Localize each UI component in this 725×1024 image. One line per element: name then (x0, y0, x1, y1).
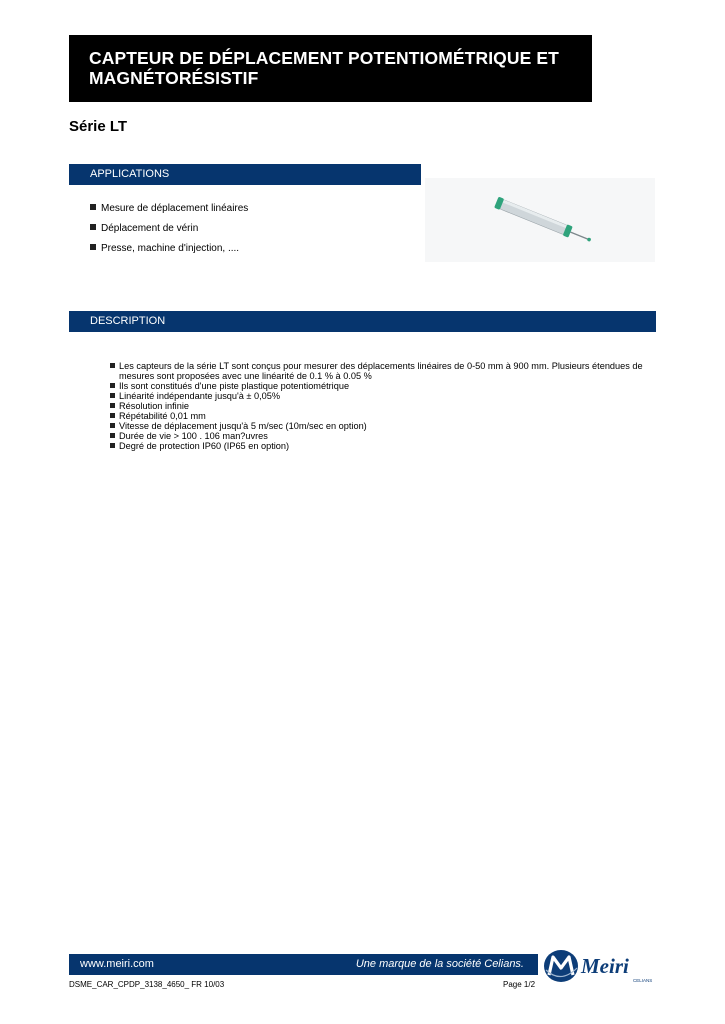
description-list (110, 361, 650, 451)
document-reference: DSME_CAR_CPDP_3138_4650_ FR 10/03 (69, 980, 225, 989)
sensor-product-image (425, 178, 655, 262)
page-title-line-2: MAGNÉTORÉSISTIF (89, 68, 259, 88)
square-bullet-icon (110, 363, 115, 368)
square-bullet-icon (110, 443, 115, 448)
square-bullet-icon (110, 383, 115, 388)
page-title (89, 48, 572, 88)
footer-bar (69, 954, 538, 975)
square-bullet-icon (110, 403, 115, 408)
description-heading: DESCRIPTION (69, 311, 656, 332)
list-item: Résolution infinie (110, 401, 650, 411)
list-item: Vitesse de déplacement jusqu'à 5 m/sec (10m/sec en option) (110, 421, 650, 431)
square-bullet-icon (90, 244, 96, 250)
list-item: Les capteurs de la série LT sont conçus pour mesurer des déplacements linéaires de 0-50 mm à 900 mm. Plusieurs étendues de mesures sont proposées avec une linéarité de 0.1 % à 0.05 % (110, 361, 650, 381)
svg-text:Meiri: Meiri (581, 954, 629, 978)
footer-tagline: Une marque de la société Celians. (355, 958, 524, 970)
list-item: Degré de protection IP60 (IP65 en option) (110, 441, 650, 451)
list-item: Linéarité indépendante jusqu'à ± 0,05% (110, 391, 650, 401)
square-bullet-icon (110, 433, 115, 438)
square-bullet-icon (110, 393, 115, 398)
square-bullet-icon (110, 413, 115, 418)
list-item: Durée de vie > 100 . 106 man?uvres (110, 431, 650, 441)
list-item: Répétabilité 0,01 mm (110, 411, 650, 421)
page-title-banner (69, 35, 592, 102)
page-title-line-1: CAPTEUR DE DÉPLACEMENT POTENTIOMÉTRIQUE ET (89, 48, 559, 68)
square-bullet-icon (90, 204, 96, 210)
page-number: Page 1/2 (503, 980, 536, 989)
website-link[interactable]: www.meiri.com (80, 958, 154, 970)
meiri-logo (541, 946, 661, 986)
square-bullet-icon (90, 224, 96, 230)
list-item: Mesure de déplacement linéaires (90, 203, 248, 223)
list-item: Déplacement de vérin (90, 223, 248, 243)
square-bullet-icon (110, 423, 115, 428)
list-item: Presse, machine d'injection, .... (90, 243, 248, 263)
applications-list (90, 203, 248, 263)
applications-heading: APPLICATIONS (69, 164, 421, 185)
svg-text:CELIANS: CELIANS (633, 978, 653, 983)
series-heading: Série LT (69, 118, 128, 135)
list-item: Ils sont constitués d'une piste plastique potentiométrique (110, 381, 650, 391)
